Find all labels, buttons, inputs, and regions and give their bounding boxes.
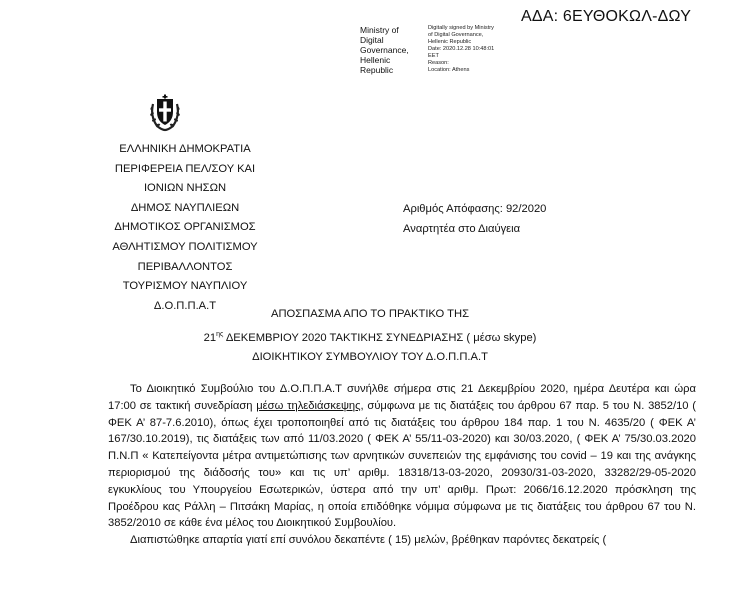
heading-session: ΔΕΚΕΜΒΡΙΟΥ 2020 ΤΑΚΤΙΚΗΣ ΣΥΝΕΔΡΙΑΣΗΣ ( μέσω skype): [223, 331, 537, 344]
authority-line: ΠΕΡΙΦΕΡΕΙΑ ΠΕΛ/ΣΟΥ ΚΑΙ: [114, 162, 256, 175]
authority-line: ΠΕΡΙΒΑΛΛΟΝΤΟΣ: [137, 260, 233, 273]
body-paragraph-2: Διαπιστώθηκε απαρτία γιατί επί συνόλου δεκαπέντε ( 15) μελών, βρέθηκαν παρόντες δεκατρείς (: [130, 534, 607, 547]
decision-number: Αριθμός Απόφασης: 92/2020: [403, 203, 547, 215]
authority-line: ΙΟΝΙΩΝ ΝΗΣΩΝ: [143, 182, 227, 195]
heading-line-3: ΔΙΟΙΚΗΤΙΚΟΥ ΣΥΜΒΟΥΛΙΟΥ ΤΟΥ Δ.Ο.Π.Π.Α.Τ: [252, 351, 488, 364]
authority-line: ΤΟΥΡΙΣΜΟΥ ΝΑΥΠΛΙΟΥ: [122, 280, 248, 293]
heading-day-suffix: ης: [216, 330, 224, 338]
signature-detail-line: Hellenic Republic: [428, 39, 472, 45]
authority-line: ΔΗΜΟΣ ΝΑΥΠΛΙΕΩΝ: [130, 201, 240, 214]
authority-line: ΔΗΜΟΤΙΚΟΣ ΟΡΓΑΝΙΣΜΟΣ: [114, 221, 256, 234]
heading-line-1: ΑΠΟΣΠΑΣΜΑ ΑΠΟ ΤΟ ΠΡΑΚΤΙΚΟ ΤΗΣ: [271, 308, 469, 320]
signature-detail-line: Digitally signed by Ministry: [428, 25, 494, 31]
authority-line: ΕΛΛΗΝΙΚΗ ΔΗΜΟΚΡΑΤΙΑ: [119, 143, 251, 155]
greek-coat-of-arms-icon: [148, 94, 182, 132]
document-heading: [190, 305, 550, 368]
signature-detail-line: Date: 2020.12.28 10:48:01: [428, 46, 495, 52]
underlined-text: μέσω τηλεδιάσκεψης: [256, 399, 361, 412]
digital-signature-signer: [360, 25, 422, 75]
decision-info: [403, 200, 546, 239]
signature-detail-line: Reason:: [428, 60, 449, 66]
body-text: Το Διοικητικό Συμβούλιο του Δ.Ο.Π.Π.Α.Τ συνήλθε σήμερα στις 21 Δεκεμβρίου 2020, ημέρα Δευτέρα και ώρα 17:00 σε τακτική συνεδρίαση: [108, 383, 696, 412]
signer-line: Governance,: [360, 45, 409, 55]
authority-line: ΑΘΛΗΤΙΣΜΟΥ ΠΟΛΙΤΙΣΜΟΥ: [112, 240, 258, 253]
diavgeia-note: Αναρτητέα στο Διαύγεια: [403, 222, 521, 235]
body-paragraph-1: [108, 381, 696, 532]
authority-line: Δ.Ο.Π.Π.Α.Τ: [153, 299, 217, 312]
signature-detail-line: EET: [428, 53, 439, 59]
signature-detail-line: Location: Athens: [428, 67, 470, 73]
signature-detail-line: of Digital Governance,: [428, 32, 484, 38]
document-body: [108, 381, 696, 549]
body-text: , σύμφωνα με τις διατάξεις του άρθρου 67 παρ. 5 του Ν. 3852/10 ( ΦΕΚ Α’ 87-7.6.2010), όπως έχει τροποποιηθεί από τις διατάξεις του άρθρου 184 παρ. 1 του Ν. 4635/20 ( ΦΕΚ Α’ 167/30.10.2019), τις διατάξεις των από 11/03.2020 ( ΦΕΚ Α’ 55/11-03-2020) και 30/03.2020, ( ΦΕΚ Α’ 75/30.03.2020 Π.Ν.Π « Κατεπείγοντα μέτρα αντιμετώπισης των αρνητικών συνεπειών της εμφάνισης του covid – 19 και της ανάγκης περιορισμού της διάδοσής του» και τις υπ’ αριθμ. 18318/13-03-2020, 20930/31-03-2020, 33282/29-05-2020 εγκυκλίους του Υπουργείου Εσωτερικών, ύστερα από την υπ’ αριθμ. Πρωτ: 2066/16.12.2020 πρόσκληση της Προέδρου κας Ράλλη – Πιτσάκη Μαρίας, η οποία επιδόθηκε νόμιμα σύμφωνα με τις διατάξεις του άρθρου 67 του Ν. 3852/2010 σε κάθε ένα μέλος του Διοικητικού Συμβουλίου.: [108, 399, 696, 530]
digital-signature-details: [428, 25, 538, 74]
heading-line-2: [190, 325, 550, 349]
signer-line: Ministry of Digital: [360, 25, 399, 45]
ada-code: ΑΔΑ: 6ΕΥΘΟΚΩΛ-ΔΩΥ: [521, 8, 692, 25]
signer-line: Hellenic Republic: [360, 55, 394, 75]
issuing-authority: [70, 140, 300, 316]
heading-day: 21: [203, 331, 217, 344]
